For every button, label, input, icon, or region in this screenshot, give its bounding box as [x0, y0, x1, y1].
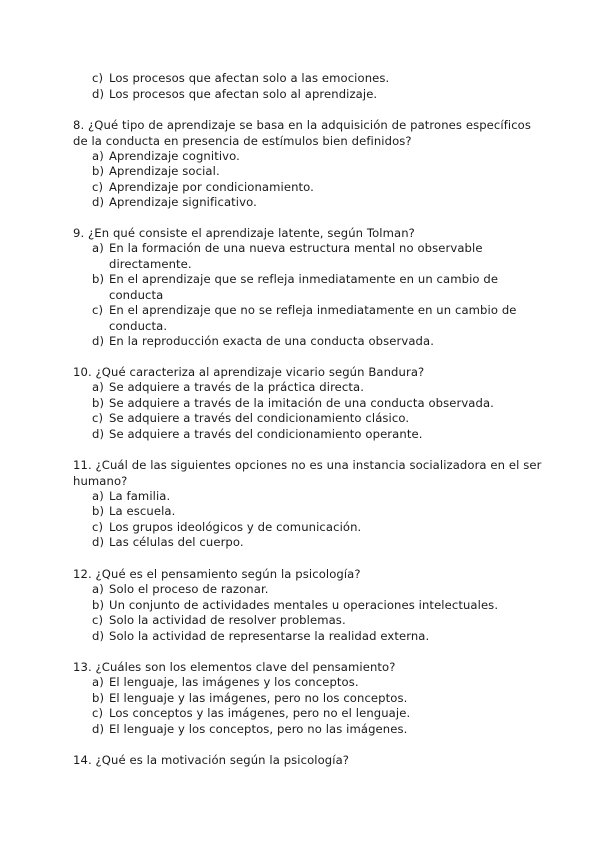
option-10a: a) Se adquiere a través de la práctica directa. [92, 380, 365, 394]
option-10d: d) Se adquiere a través del condicionamiento operante. [92, 427, 423, 441]
question-14-text: 14. ¿Qué es la motivación según la psicología? [73, 753, 350, 767]
option-12c: c) Solo la actividad de resolver problemas. [92, 613, 346, 627]
option-11b: b) La escuela. [92, 504, 176, 518]
option-13d: d) El lenguaje y los conceptos, pero no las imágenes. [92, 722, 408, 736]
option-8c: c) Aprendizaje por condicionamiento. [92, 180, 314, 194]
question-10-text: 10. ¿Qué caracteriza al aprendizaje vicario según Bandura? [73, 365, 425, 379]
option-8d: d) Aprendizaje significativo. [92, 195, 257, 209]
option-13a: a) El lenguaje, las imágenes y los conceptos. [92, 675, 359, 689]
question-8-text: 8. ¿Qué tipo de aprendizaje se basa en la adquisición de patrones específicos de la conducta en presencia de estímulos bien definidos? [73, 118, 532, 148]
option-8a: a) Aprendizaje cognitivo. [92, 149, 240, 163]
option-7d: d) Los procesos que afectan solo al aprendizaje. [92, 87, 378, 101]
question-9-text: 9. ¿En qué consiste el aprendizaje latente, según Tolman? [73, 226, 415, 240]
option-11a: a) La familia. [92, 489, 171, 503]
option-9a: a) En la formación de una nueva estructura mental no observable directamente. [92, 241, 483, 271]
option-10b: b) Se adquiere a través de la imitación de una conducta observada. [92, 396, 494, 410]
option-13c: c) Los conceptos y las imágenes, pero no el lenguaje. [92, 706, 411, 720]
option-12d: d) Solo la actividad de representarse la realidad externa. [92, 629, 430, 643]
option-11c: c) Los grupos ideológicos y de comunicación. [92, 520, 362, 534]
option-7c: c) Los procesos que afectan solo a las emociones. [92, 71, 390, 85]
option-10c: c) Se adquiere a través del condicionamiento clásico. [92, 411, 410, 425]
option-9d: d) En la reproducción exacta de una conducta observada. [92, 334, 434, 348]
question-11-text: 11. ¿Cuál de las siguientes opciones no es una instancia socializadora en el ser humano? [73, 458, 542, 488]
question-13-text: 13. ¿Cuáles son los elementos clave del pensamiento? [73, 660, 396, 674]
option-9b: b) En el aprendizaje que se refleja inmediatamente en un cambio de conducta [92, 272, 499, 302]
option-13b: b) El lenguaje y las imágenes, pero no los conceptos. [92, 691, 408, 705]
option-8b: b) Aprendizaje social. [92, 164, 220, 178]
option-11d: d) Las células del cuerpo. [92, 535, 244, 549]
option-12a: a) Solo el proceso de razonar. [92, 582, 269, 596]
option-12b: b) Un conjunto de actividades mentales u operaciones intelectuales. [92, 598, 499, 612]
option-9c: c) En el aprendizaje que no se refleja inmediatamente en un cambio de conducta. [92, 303, 517, 333]
question-12-text: 12. ¿Qué es el pensamiento según la psicología? [73, 567, 361, 581]
